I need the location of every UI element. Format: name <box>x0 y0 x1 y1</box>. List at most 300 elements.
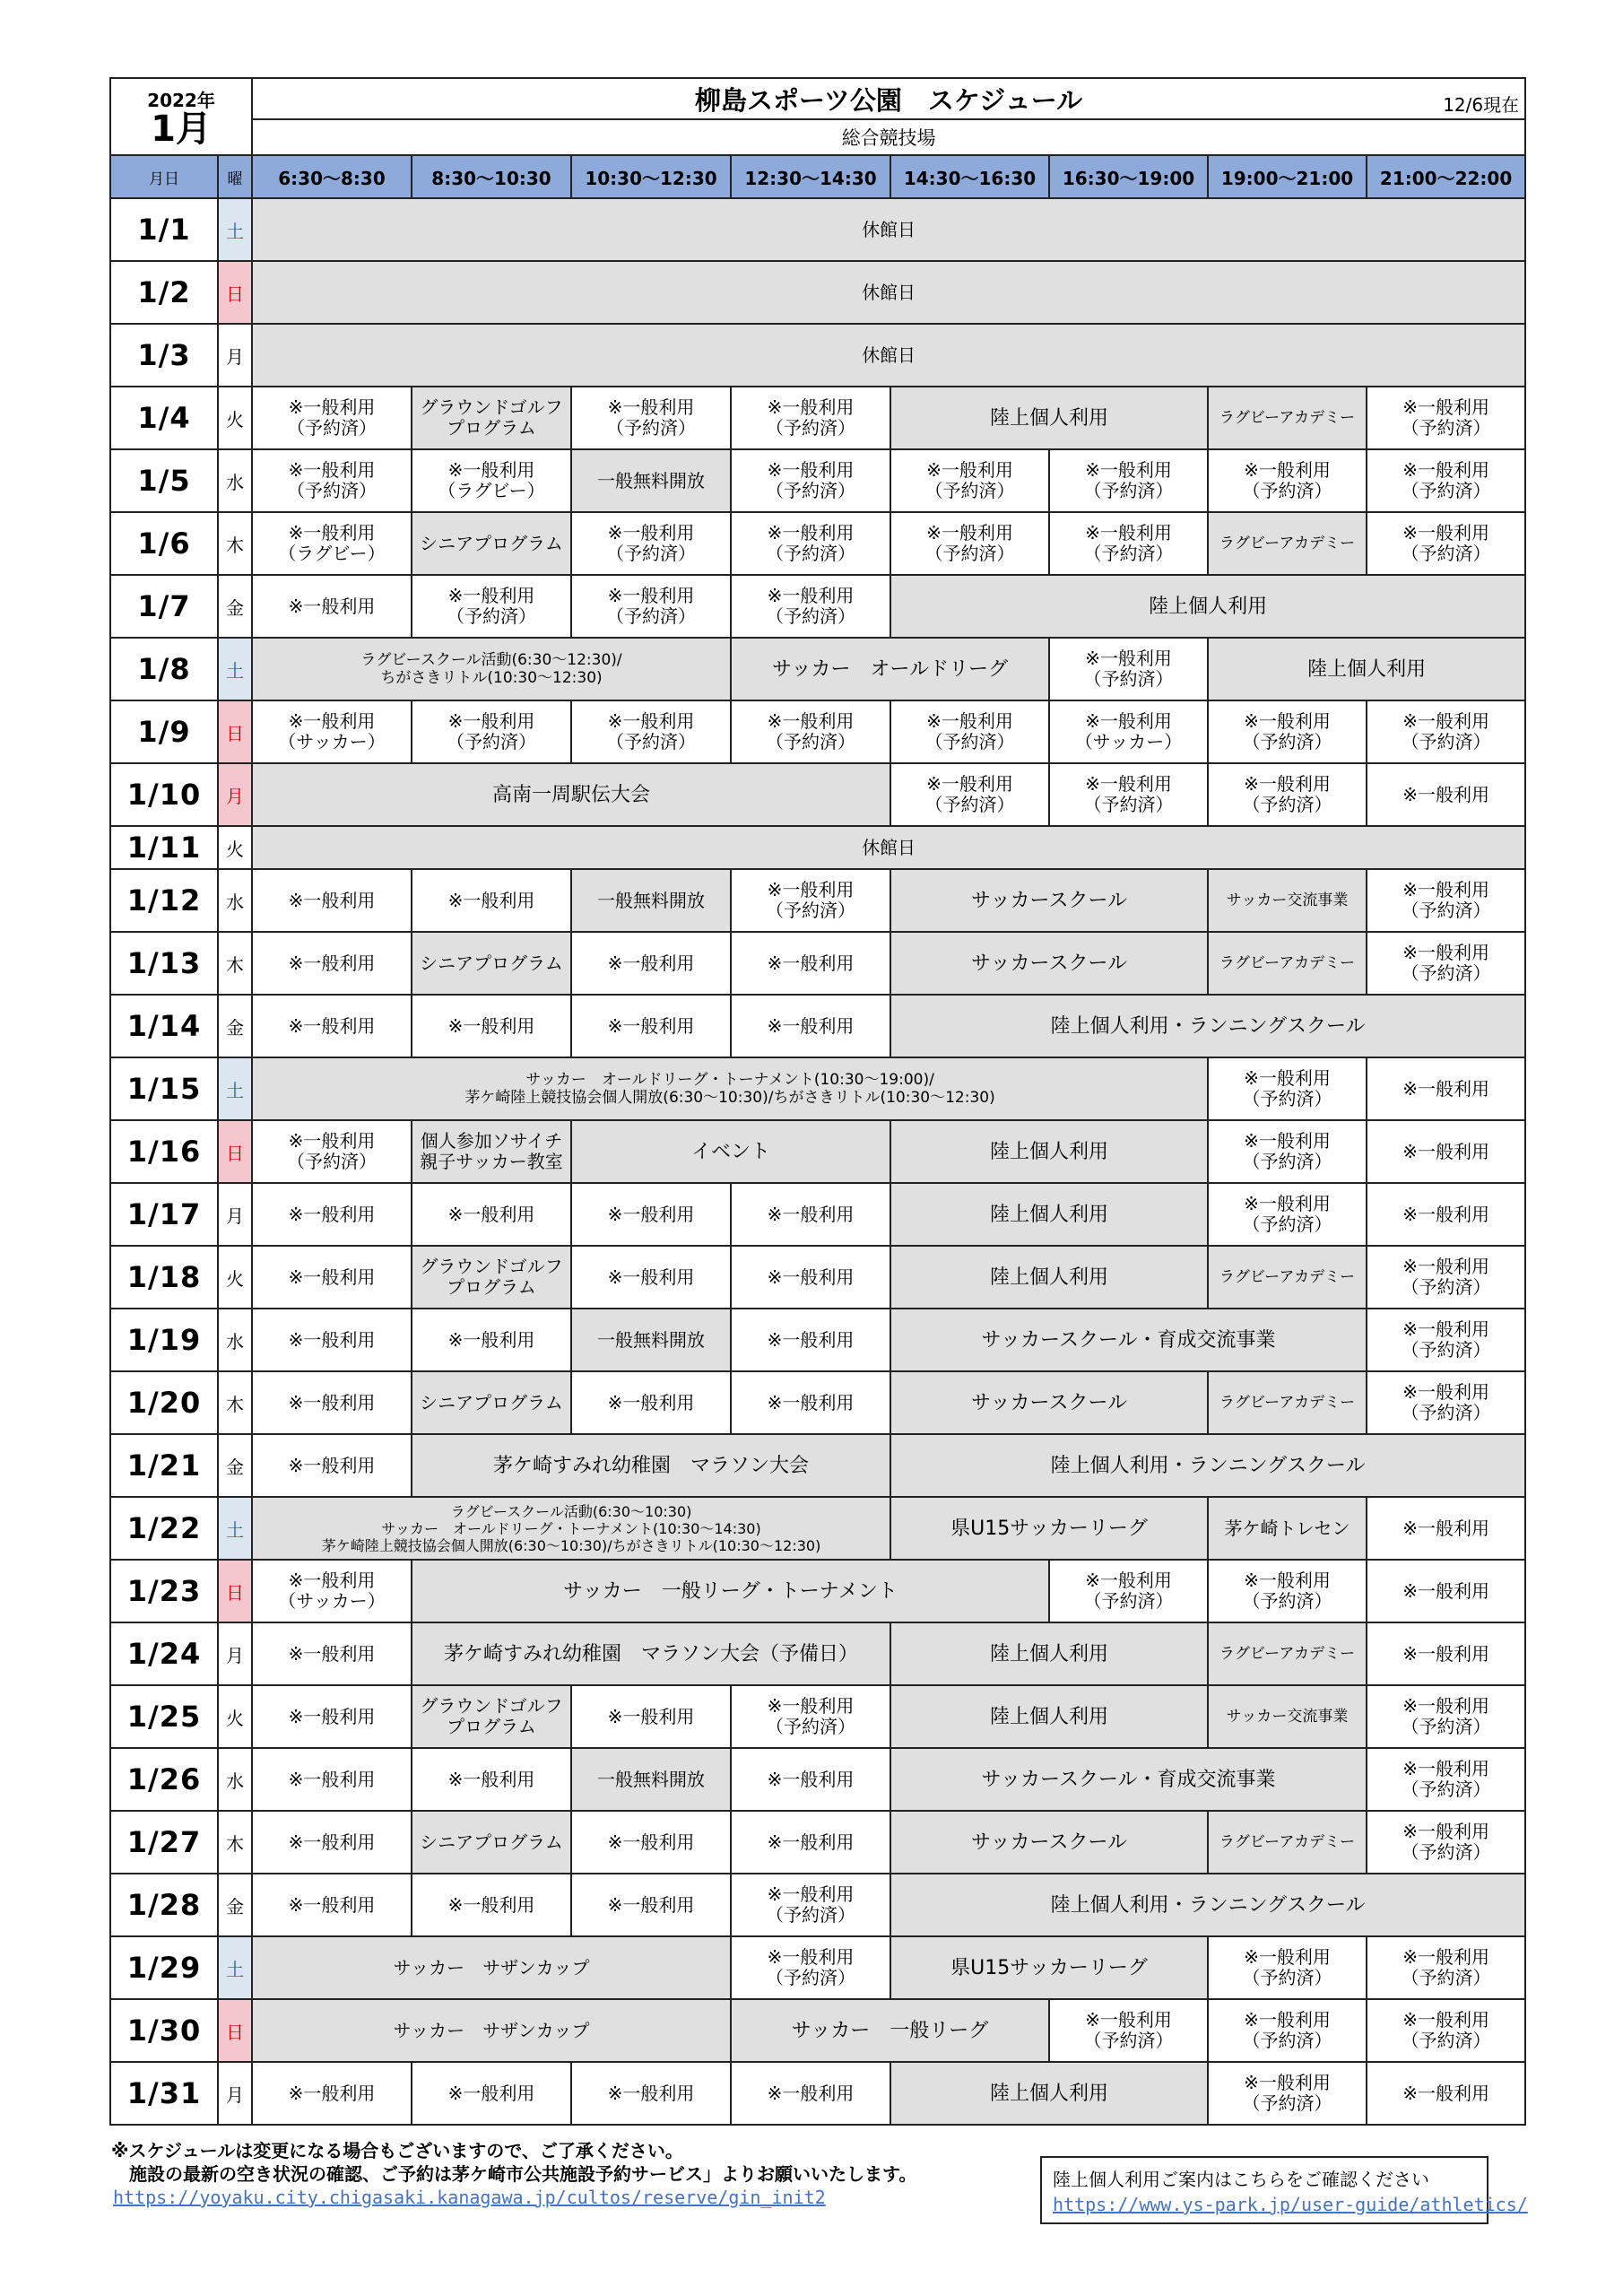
schedule-slot <box>1049 512 1208 575</box>
schedule-row <box>110 449 1525 512</box>
schedule-slot <box>731 700 890 763</box>
slot-label: シニアプログラム <box>420 1391 563 1413</box>
schedule-slot <box>1367 1371 1525 1434</box>
slot-label: ※一般利用 <box>767 2082 855 2104</box>
column-header-slot: 14:30～16:30 <box>890 155 1049 198</box>
schedule-slot <box>1049 763 1208 826</box>
schedule-slot <box>412 932 571 995</box>
slot-label: ※一般利用 <box>288 595 376 617</box>
schedule-slot <box>890 1622 1208 1685</box>
slot-label: 陸上個人利用・ランニングスクール <box>1050 1454 1366 1477</box>
schedule-slot <box>1367 1120 1525 1183</box>
slot-label: ※一般利用 <box>288 1014 376 1037</box>
slot-label: ※一般利用 （予約済） <box>1401 1695 1491 1737</box>
schedule-row <box>110 1183 1525 1246</box>
weekday-cell: 水 <box>218 1748 252 1811</box>
date-cell: 1/22 <box>110 1497 218 1560</box>
schedule-slot <box>252 1183 412 1246</box>
slot-label: サッカー オールドリーグ・トーナメント(10:30～19:00)/ 茅ケ崎陸上競技協会個人開放(6:30～10:30)/ちがさきリトル(10:30～12:30) <box>464 1071 995 1107</box>
slot-label: ※一般利用 （ラグビー） <box>438 459 545 501</box>
schedule-slot <box>1367 1999 1525 2062</box>
column-header-slot: 21:00～22:00 <box>1367 155 1525 198</box>
schedule-slot <box>571 449 731 512</box>
slot-label: ※一般利用 （予約済） <box>606 522 697 564</box>
date-cell: 1/9 <box>110 700 218 763</box>
slot-label: ※一般利用 （予約済） <box>1083 459 1174 501</box>
slot-label: ラグビーアカデミー <box>1219 535 1356 552</box>
schedule-row <box>110 1434 1525 1497</box>
schedule-slot <box>412 1811 571 1874</box>
slot-label: ※一般利用 （予約済） <box>1083 522 1174 564</box>
weekday-cell: 木 <box>218 1371 252 1434</box>
slot-label: ※一般利用 （予約済） <box>1242 2009 1332 2051</box>
date-cell: 1/26 <box>110 1748 218 1811</box>
slot-label: ※一般利用 （予約済） <box>1401 2009 1491 2051</box>
slot-label: 茅ケ崎トレセン <box>1224 1517 1350 1539</box>
slot-label: ※一般利用 （予約済） <box>766 585 856 627</box>
slot-label: ※一般利用 <box>288 1642 376 1665</box>
weekday-cell: 月 <box>218 1622 252 1685</box>
schedule-slot <box>252 1622 412 1685</box>
schedule-slot <box>252 387 412 449</box>
schedule-slot <box>1208 1183 1367 1246</box>
date-cell: 1/21 <box>110 1434 218 1497</box>
date-cell: 1/19 <box>110 1309 218 1371</box>
schedule-row <box>110 1246 1525 1309</box>
schedule-slot <box>412 1246 571 1309</box>
slot-label: ※一般利用 （予約済） <box>1242 1130 1332 1172</box>
slot-label: ※一般利用 （予約済） <box>1242 1946 1332 1988</box>
date-cell: 1/16 <box>110 1120 218 1183</box>
column-header-slot: 12:30～14:30 <box>731 155 890 198</box>
weekday-cell: 土 <box>218 638 252 700</box>
slot-label: サッカー交流事業 <box>1226 891 1349 909</box>
slot-label: ※一般利用 <box>767 1391 855 1413</box>
schedule-slot <box>571 387 731 449</box>
slot-label: ラグビースクール活動(6:30～12:30)/ ちがさきリトル(10:30～12:30) <box>360 651 622 687</box>
schedule-slot <box>731 1685 890 1748</box>
date-cell: 1/14 <box>110 995 218 1057</box>
slot-label: サッカー交流事業 <box>1226 1708 1349 1726</box>
schedule-row <box>110 1560 1525 1622</box>
slot-label: ※一般利用 <box>607 1203 695 1225</box>
schedule-slot <box>571 1811 731 1874</box>
schedule-slot <box>890 1497 1208 1560</box>
slot-label: 一般無料開放 <box>597 1768 706 1790</box>
schedule-slot <box>1367 1560 1525 1622</box>
schedule-slot <box>1367 1497 1525 1560</box>
slot-label: ※一般利用 <box>767 1328 855 1351</box>
slot-label: ※一般利用 <box>288 1768 376 1790</box>
schedule-slot <box>890 1120 1208 1183</box>
schedule-slot <box>412 1371 571 1434</box>
schedule-slot <box>731 1811 890 1874</box>
schedule-slot <box>571 1371 731 1434</box>
schedule-slot <box>890 1748 1367 1811</box>
slot-label: 休館日 <box>862 344 916 366</box>
schedule-slot <box>252 1936 731 1999</box>
slot-label: 陸上個人利用 <box>1149 595 1268 618</box>
slot-label: ※一般利用 （予約済） <box>447 585 537 627</box>
schedule-row <box>110 1936 1525 1999</box>
slot-label: 高南一周駅伝大会 <box>492 783 651 806</box>
slot-label: ※一般利用 （予約済） <box>1083 648 1174 690</box>
weekday-cell: 水 <box>218 869 252 932</box>
slot-label: ※一般利用 <box>288 1203 376 1225</box>
slot-label: イベント <box>691 1140 771 1163</box>
schedule-slot <box>412 700 571 763</box>
weekday-cell: 月 <box>218 2062 252 2125</box>
slot-label: ※一般利用 （サッカー） <box>278 1570 386 1612</box>
slot-label: ※一般利用 （予約済） <box>1401 942 1491 984</box>
column-header-slot: 8:30～10:30 <box>412 155 571 198</box>
schedule-slot <box>1208 1811 1367 1874</box>
schedule-row <box>110 1309 1525 1371</box>
schedule-slot <box>412 387 571 449</box>
schedule-row <box>110 575 1525 638</box>
date-cell: 1/4 <box>110 387 218 449</box>
schedule-slot <box>252 324 1525 387</box>
weekday-cell: 木 <box>218 932 252 995</box>
slot-label: サッカースクール <box>971 1831 1128 1854</box>
schedule-slot <box>1208 1622 1367 1685</box>
schedule-slot <box>731 932 890 995</box>
date-cell: 1/8 <box>110 638 218 700</box>
slot-label: ※一般利用 （予約済） <box>924 773 1015 815</box>
schedule-slot <box>890 387 1208 449</box>
date-cell: 1/17 <box>110 1183 218 1246</box>
schedule-row <box>110 1874 1525 1936</box>
schedule-slot <box>1367 1748 1525 1811</box>
schedule-slot <box>571 995 731 1057</box>
weekday-cell: 火 <box>218 1685 252 1748</box>
date-cell: 1/5 <box>110 449 218 512</box>
slot-label: ※一般利用 <box>607 1014 695 1037</box>
schedule-slot <box>1208 1497 1367 1560</box>
slot-label: ※一般利用 <box>1402 1140 1489 1162</box>
footnote-change-notice: ※スケジュールは変更になる場合もございますので、ご了承ください。 <box>111 2140 683 2161</box>
date-cell: 1/2 <box>110 261 218 324</box>
schedule-slot <box>731 1183 890 1246</box>
weekday-cell: 金 <box>218 1874 252 1936</box>
athletics-info-text: 陸上個人利用ご案内はこちらをご確認ください <box>1053 2169 1429 2190</box>
schedule-row <box>110 1120 1525 1183</box>
slot-label: ※一般利用 <box>607 2082 695 2104</box>
schedule-slot <box>731 1246 890 1309</box>
page-title: 柳島スポーツ公園 スケジュール <box>695 84 1083 116</box>
schedule-row <box>110 1685 1525 1748</box>
slot-label: ※一般利用 （予約済） <box>1242 710 1332 752</box>
schedule-slot <box>571 512 731 575</box>
schedule-slot <box>252 763 890 826</box>
column-header-slot: 16:30～19:00 <box>1049 155 1208 198</box>
slot-label: ※一般利用 （予約済） <box>447 710 537 752</box>
slot-label: ※一般利用 （予約済） <box>1401 1256 1491 1298</box>
schedule-slot <box>1367 2062 1525 2125</box>
schedule-slot <box>731 1309 890 1371</box>
slot-label: ※一般利用 （予約済） <box>766 1883 856 1926</box>
slot-label: 県U15サッカーリーグ <box>950 1517 1148 1540</box>
athletics-info-link[interactable]: https://www.ys-park.jp/user-guide/athletics/ <box>1053 2194 1528 2215</box>
schedule-slot <box>252 1497 890 1560</box>
slot-label: ※一般利用 <box>288 1328 376 1351</box>
schedule-slot <box>890 1183 1208 1246</box>
slot-label: サッカー サザンカップ <box>393 2019 590 2041</box>
slot-label: ※一般利用 （予約済） <box>1242 773 1332 815</box>
schedule-slot <box>1367 763 1525 826</box>
schedule-slot <box>1367 932 1525 995</box>
slot-label: 陸上個人利用 <box>990 1265 1109 1289</box>
weekday-cell: 日 <box>218 1560 252 1622</box>
slot-label: ※一般利用 （予約済） <box>287 1130 378 1172</box>
slot-label: ラグビーアカデミー <box>1219 954 1356 972</box>
schedule-slot <box>890 1811 1208 1874</box>
schedule-row <box>110 763 1525 826</box>
schedule-slot <box>890 869 1208 932</box>
schedule-row <box>110 261 1525 324</box>
schedule-slot <box>571 1685 731 1748</box>
schedule-slot <box>252 932 412 995</box>
slot-label: ※一般利用 <box>447 1014 535 1037</box>
schedule-slot <box>1208 1936 1367 1999</box>
schedule-slot <box>890 1685 1208 1748</box>
schedule-slot <box>890 1874 1525 1936</box>
page-title-cell <box>252 78 1525 119</box>
schedule-slot <box>1208 512 1367 575</box>
date-cell: 1/18 <box>110 1246 218 1309</box>
slot-label: 茅ケ崎すみれ幼稚園 マラソン大会 <box>493 1454 810 1477</box>
slot-label: ※一般利用 （予約済） <box>606 396 697 439</box>
schedule-sheet <box>109 77 1524 2126</box>
slot-label: グラウンドゴルフ プログラム <box>420 1256 563 1298</box>
column-header-date: 月日 <box>110 155 218 198</box>
schedule-slot <box>571 1246 731 1309</box>
slot-label: サッカー 一般リーグ・トーナメント <box>563 1579 898 1603</box>
schedule-slot <box>1208 1999 1367 2062</box>
slot-label: ※一般利用 <box>767 952 855 974</box>
schedule-slot <box>1367 1246 1525 1309</box>
schedule-slot <box>731 1999 1049 2062</box>
schedule-slot <box>252 638 731 700</box>
schedule-slot <box>412 1874 571 1936</box>
date-cell: 1/25 <box>110 1685 218 1748</box>
schedule-slot <box>1049 638 1208 700</box>
schedule-slot <box>731 387 890 449</box>
year-label: 2022年 <box>147 90 215 111</box>
schedule-slot <box>252 1371 412 1434</box>
date-cell: 1/13 <box>110 932 218 995</box>
slot-label: ラグビーアカデミー <box>1219 1833 1356 1851</box>
slot-label: サッカースクール <box>971 1391 1128 1414</box>
slot-label: ※一般利用 （予約済） <box>1401 1821 1491 1863</box>
slot-label: 休館日 <box>862 281 916 303</box>
schedule-slot <box>1208 1120 1367 1183</box>
schedule-slot <box>252 1560 412 1622</box>
slot-label: ※一般利用 <box>447 1768 535 1790</box>
date-cell: 1/7 <box>110 575 218 638</box>
footnote-reservation-notice: 施設の最新の空き状況の確認、ご予約は茅ケ崎市公共施設予約サービス」よりお願いいたします。 <box>111 2163 917 2185</box>
slot-label: ※一般利用 <box>607 1831 695 1853</box>
slot-label: グラウンドゴルフ プログラム <box>420 396 563 439</box>
schedule-slot <box>252 1874 412 1936</box>
schedule-slot <box>1367 700 1525 763</box>
slot-label: ※一般利用 （予約済） <box>766 1695 856 1737</box>
schedule-slot <box>731 449 890 512</box>
schedule-row <box>110 2062 1525 2125</box>
schedule-slot <box>890 1434 1525 1497</box>
slot-label: ※一般利用 <box>288 952 376 974</box>
schedule-slot <box>571 869 731 932</box>
as-of-date: 12/6現在 <box>1443 94 1520 116</box>
slot-label: ※一般利用 <box>767 1768 855 1790</box>
schedule-slot <box>1208 700 1367 763</box>
schedule-slot <box>731 638 1049 700</box>
schedule-row <box>110 1748 1525 1811</box>
slot-label: 陸上個人利用 <box>990 1203 1109 1226</box>
slot-label: 休館日 <box>862 218 916 240</box>
schedule-slot <box>252 261 1525 324</box>
weekday-cell: 土 <box>218 1936 252 1999</box>
schedule-slot <box>890 512 1049 575</box>
date-cell: 1/20 <box>110 1371 218 1434</box>
schedule-slot <box>571 1748 731 1811</box>
weekday-cell: 月 <box>218 1183 252 1246</box>
schedule-slot <box>412 995 571 1057</box>
slot-label: ※一般利用 （予約済） <box>1242 1570 1332 1612</box>
schedule-slot <box>1208 869 1367 932</box>
slot-label: 陸上個人利用・ランニングスクール <box>1050 1014 1366 1038</box>
slot-label: ラグビーアカデミー <box>1219 1645 1356 1663</box>
schedule-slot <box>1367 1183 1525 1246</box>
schedule-slot <box>571 700 731 763</box>
schedule-slot <box>890 2062 1208 2125</box>
schedule-slot <box>412 1434 890 1497</box>
schedule-slot <box>412 1622 890 1685</box>
slot-label: サッカースクール・育成交流事業 <box>981 1768 1276 1791</box>
slot-label: サッカー 一般リーグ <box>791 2019 989 2042</box>
schedule-slot <box>412 1120 571 1183</box>
schedule-slot <box>731 575 890 638</box>
date-cell: 1/31 <box>110 2062 218 2125</box>
schedule-slot <box>252 1748 412 1811</box>
schedule-slot <box>1367 1622 1525 1685</box>
slot-label: ※一般利用 <box>607 1391 695 1413</box>
slot-label: ※一般利用 （予約済） <box>1401 879 1491 921</box>
weekday-cell: 月 <box>218 324 252 387</box>
slot-label: 一般無料開放 <box>597 1328 706 1351</box>
schedule-slot <box>1208 1685 1367 1748</box>
slot-label: ※一般利用 <box>288 1454 376 1476</box>
schedule-slot <box>412 1309 571 1371</box>
weekday-cell: 土 <box>218 1057 252 1120</box>
column-header-slot: 10:30～12:30 <box>571 155 731 198</box>
schedule-slot <box>1208 638 1525 700</box>
slot-label: シニアプログラム <box>420 1831 563 1853</box>
slot-label: ※一般利用 <box>607 1265 695 1288</box>
schedule-slot <box>890 1936 1208 1999</box>
weekday-cell: 土 <box>218 1497 252 1560</box>
slot-label: サッカースクール <box>971 889 1128 912</box>
weekday-cell: 日 <box>218 261 252 324</box>
schedule-slot <box>1049 700 1208 763</box>
schedule-slot <box>571 1183 731 1246</box>
slot-label: ※一般利用 （予約済） <box>287 459 378 501</box>
slot-label: 茅ケ崎すみれ幼稚園 マラソン大会（予備日） <box>444 1642 859 1665</box>
slot-label: ※一般利用 <box>1402 1642 1489 1665</box>
slot-label: ラグビーアカデミー <box>1219 1268 1356 1286</box>
schedule-slot <box>731 995 890 1057</box>
schedule-slot <box>1367 1309 1525 1371</box>
slot-label: ※一般利用 （予約済） <box>1242 1067 1332 1109</box>
slot-label: ※一般利用 <box>767 1265 855 1288</box>
schedule-slot <box>252 1434 412 1497</box>
month-label: 1月 <box>151 109 212 150</box>
schedule-row <box>110 387 1525 449</box>
schedule-slot <box>252 198 1525 261</box>
slot-label: ※一般利用 <box>288 889 376 911</box>
schedule-slot <box>571 575 731 638</box>
schedule-slot <box>1208 449 1367 512</box>
schedule-slot <box>412 1560 1049 1622</box>
slot-label: ラグビースクール活動(6:30～10:30) サッカー オールドリーグ・トーナメント(10:30～14:30) 茅ケ崎陸上競技協会個人開放(6:30～10:30)/ちがさきリトル(10:30～12:30) <box>321 1502 821 1554</box>
date-cell: 1/10 <box>110 763 218 826</box>
reservation-link[interactable]: https://yoyaku.city.chigasaki.kanagawa.jp/cultos/reserve/gin_init2 <box>113 2187 826 2208</box>
schedule-slot <box>731 2062 890 2125</box>
slot-label: 陸上個人利用 <box>990 1140 1109 1163</box>
schedule-slot <box>890 1246 1208 1309</box>
schedule-slot <box>731 512 890 575</box>
weekday-cell: 水 <box>218 1309 252 1371</box>
schedule-slot <box>1208 2062 1367 2125</box>
schedule-slot <box>412 869 571 932</box>
schedule-slot <box>412 1183 571 1246</box>
date-cell: 1/15 <box>110 1057 218 1120</box>
slot-label: ※一般利用 <box>767 1014 855 1037</box>
schedule-slot <box>890 932 1208 995</box>
slot-label: ※一般利用 （予約済） <box>1401 1946 1491 1988</box>
slot-label: ※一般利用 （予約済） <box>766 522 856 564</box>
schedule-row <box>110 869 1525 932</box>
date-cell: 1/29 <box>110 1936 218 1999</box>
schedule-slot <box>731 869 890 932</box>
slot-label: ※一般利用 （予約済） <box>924 459 1015 501</box>
slot-label: ※一般利用 <box>288 1391 376 1413</box>
slot-label: ※一般利用 <box>447 1203 535 1225</box>
weekday-cell: 金 <box>218 575 252 638</box>
slot-label: 陸上個人利用 <box>990 406 1109 430</box>
slot-label: ※一般利用 （予約済） <box>766 396 856 439</box>
slot-label: ※一般利用 <box>607 1893 695 1916</box>
slot-label: ※一般利用 （サッカー） <box>278 710 386 752</box>
schedule-row <box>110 324 1525 387</box>
schedule-slot <box>890 1309 1367 1371</box>
schedule-slot <box>890 763 1049 826</box>
slot-label: ※一般利用 （予約済） <box>1401 396 1491 439</box>
schedule-slot <box>252 1057 1208 1120</box>
athletics-info-box <box>1040 2156 1528 2224</box>
schedule-slot <box>252 826 1525 869</box>
weekday-cell: 金 <box>218 995 252 1057</box>
weekday-cell: 月 <box>218 763 252 826</box>
date-cell: 1/27 <box>110 1811 218 1874</box>
slot-label: ※一般利用 （予約済） <box>606 710 697 752</box>
slot-label: ※一般利用 <box>1402 2082 1489 2104</box>
date-cell: 1/24 <box>110 1622 218 1685</box>
slot-label: シニアプログラム <box>420 952 563 974</box>
schedule-slot <box>412 2062 571 2125</box>
schedule-slot <box>1208 1246 1367 1309</box>
slot-label: 一般無料開放 <box>597 469 706 491</box>
